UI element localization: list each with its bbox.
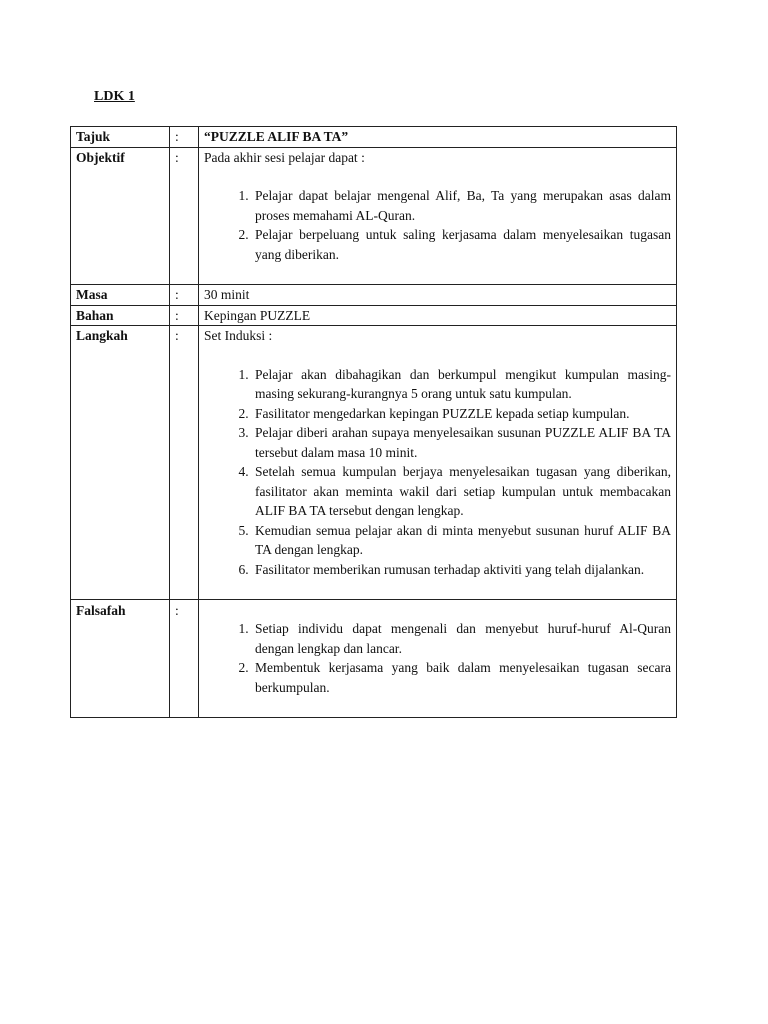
list-item: 1. Setiap individu dapat mengenali dan menyebut huruf-huruf Al-Quran dengan lengkap dan lancar. [252, 619, 671, 658]
row-colon: : [170, 127, 199, 148]
list-item: 2. Fasilitator mengedarkan kepingan PUZZLE kepada setiap kumpulan. [252, 404, 671, 424]
row-label-langkah: Langkah [71, 326, 170, 600]
list-item: 4. Setelah semua kumpulan berjaya menyelesaikan tugasan yang diberikan, fasilitator akan meminta wakil dari setiap kumpulan untuk membacakan ALIF BA TA tersebut dengan lengkap. [252, 462, 671, 521]
list-item: 6. Fasilitator memberikan rumusan terhadap aktiviti yang telah dijalankan. [252, 560, 671, 580]
list-item: 2. Pelajar berpeluang untuk saling kerjasama dalam menyelesaikan tugasan yang diberikan. [252, 225, 671, 264]
row-label-falsafah: Falsafah [71, 600, 170, 718]
list-item: 2. Membentuk kerjasama yang baik dalam menyelesaikan tugasan secara berkumpulan. [252, 658, 671, 697]
table-row-objektif [71, 147, 677, 285]
row-label-bahan: Bahan [71, 305, 170, 326]
row-value-tajuk [199, 127, 677, 148]
row-colon: : [170, 305, 199, 326]
table-row-masa [71, 285, 677, 306]
title-value: “PUZZLE ALIF BA TA” [204, 129, 349, 144]
list-item: 1. Pelajar akan dibahagikan dan berkumpul mengikut kumpulan masing-masing sekurang-kurangnya 5 orang untuk satu kumpulan. [252, 365, 671, 404]
list-item: 1. Pelajar dapat belajar mengenal Alif, Ba, Ta yang merupakan asas dalam proses memahami AL-Quran. [252, 186, 671, 225]
activity-table [70, 126, 677, 718]
row-colon: : [170, 285, 199, 306]
row-label-objektif: Objektif [71, 147, 170, 285]
langkah-list [204, 365, 671, 580]
list-item: 3. Pelajar diberi arahan supaya menyelesaikan susunan PUZZLE ALIF BA TA tersebut dalam masa 10 minit. [252, 423, 671, 462]
table-row-bahan [71, 305, 677, 326]
row-label-tajuk: Tajuk [71, 127, 170, 148]
row-colon: : [170, 326, 199, 600]
row-colon: : [170, 600, 199, 718]
row-value-masa: 30 minit [199, 285, 677, 306]
row-value-bahan: Kepingan PUZZLE [199, 305, 677, 326]
row-colon: : [170, 147, 199, 285]
table-row-langkah [71, 326, 677, 600]
list-item: 5. Kemudian semua pelajar akan di minta menyebut susunan huruf ALIF BA TA dengan lengkap. [252, 521, 671, 560]
objektif-intro: Pada akhir sesi pelajar dapat : [204, 149, 365, 165]
falsafah-list [204, 619, 671, 697]
document-heading: LDK 1 [94, 89, 135, 104]
objektif-list [204, 186, 671, 264]
row-value-falsafah [199, 600, 677, 718]
row-value-langkah [199, 326, 677, 600]
langkah-intro: Set Induksi : [204, 328, 273, 343]
table-row-tajuk [71, 127, 677, 148]
table-row-falsafah [71, 600, 677, 718]
row-value-objektif [199, 147, 677, 285]
row-label-masa: Masa [71, 285, 170, 306]
